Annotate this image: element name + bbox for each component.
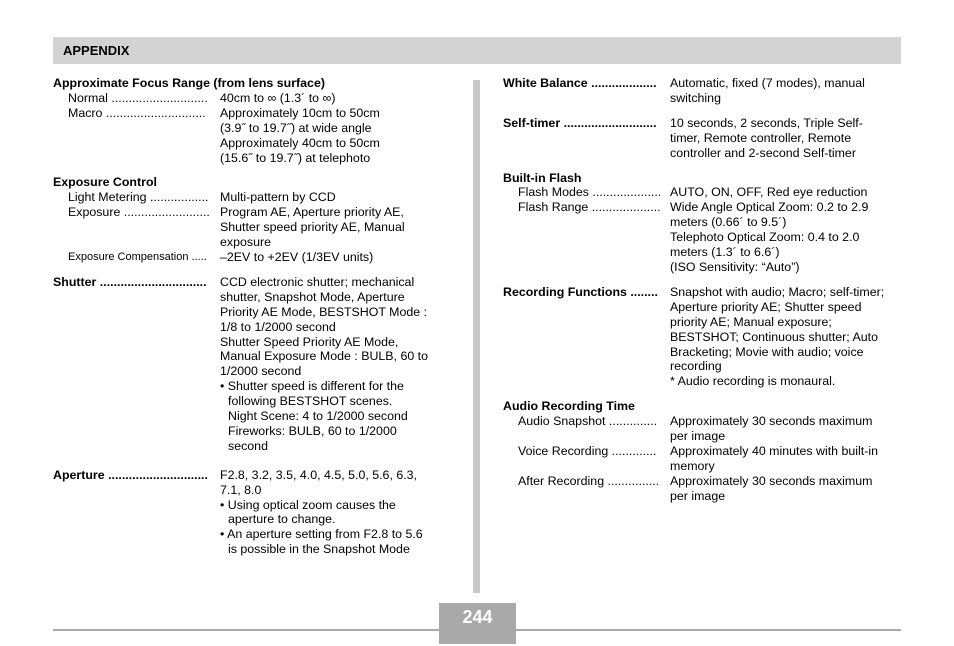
value-line: (ISO Sensitivity: “Auto”) xyxy=(670,259,800,274)
spec-label: Aperture ............................. xyxy=(53,467,208,482)
value-line: Telephoto Optical Zoom: 0.4 to 2.0 xyxy=(670,230,860,245)
spec-row-flash-range xyxy=(503,200,903,275)
value-line: timer, Remote controller, Remote xyxy=(670,130,852,145)
value-line: F2.8, 3.2, 3.5, 4.0, 4.5, 5.0, 5.6, 6.3, xyxy=(220,467,418,482)
spec-value xyxy=(670,285,903,389)
value-line: –2EV to +2EV (1/3EV units) xyxy=(220,249,374,264)
page-number: 244 xyxy=(439,603,516,631)
value-line: Approximately 40 minutes with built-in xyxy=(670,443,878,458)
spec-value xyxy=(220,468,453,557)
value-line: meters (1.3´ to 6.6´) xyxy=(670,245,780,260)
value-line: 7.1, 8.0 xyxy=(220,482,262,497)
spec-label: Audio Snapshot .............. xyxy=(518,414,658,429)
bullet-line: • An aperture setting from F2.8 to 5.6 xyxy=(220,527,423,542)
spec-label: Exposure Compensation ..... xyxy=(68,250,207,263)
spec-label: Recording Functions ........ xyxy=(503,284,658,299)
spec-label: White Balance ................... xyxy=(503,76,657,90)
built-in-flash-section xyxy=(503,171,903,275)
value-line: 1/8 to 1/2000 second xyxy=(220,319,336,334)
spec-row-flash-modes xyxy=(503,185,903,200)
value-line: priority AE; Manual exposure; xyxy=(670,314,832,329)
spec-row-after-recording xyxy=(503,474,903,504)
audio-recording-time-title: Audio Recording Time xyxy=(503,399,635,414)
value-line: CCD electronic shutter; mechanical xyxy=(220,274,415,289)
spec-value xyxy=(670,76,903,106)
bullet-line: • Using optical zoom causes the xyxy=(220,497,396,512)
spec-label: Normal ............................ xyxy=(68,90,208,105)
spec-label: Shutter ............................... xyxy=(53,274,207,289)
value-line: Multi-pattern by CCD xyxy=(220,190,336,205)
shutter-section xyxy=(53,275,453,454)
spec-value xyxy=(220,106,453,166)
spec-value xyxy=(220,205,453,250)
value-line: per image xyxy=(670,429,726,444)
value-line: 40cm to ∞ (1.3´ to ∞) xyxy=(220,90,336,105)
spec-row-audio-snapshot xyxy=(503,414,903,444)
aperture-section xyxy=(53,468,453,557)
value-line: 1/2000 second xyxy=(220,364,302,379)
value-line: meters (0.66´ to 9.5´) xyxy=(670,215,787,230)
recording-functions-section xyxy=(503,285,903,389)
white-balance-section xyxy=(503,76,903,106)
exposure-control-section xyxy=(53,175,453,264)
value-line: switching xyxy=(670,90,721,105)
value-line: controller and 2-second Self-timer xyxy=(670,145,856,160)
spec-value xyxy=(220,275,453,454)
spec-value xyxy=(670,444,903,474)
spec-label: Self-timer ........................... xyxy=(503,115,657,130)
value-line: Approximately 10cm to 50cm xyxy=(220,105,380,120)
left-column xyxy=(53,76,453,567)
spec-row-voice-recording xyxy=(503,444,903,474)
spec-label: Voice Recording ............. xyxy=(518,443,657,458)
value-line: Approximately 30 seconds maximum xyxy=(670,473,873,488)
spec-row-self-timer xyxy=(503,116,903,161)
value-line: Approximately 30 seconds maximum xyxy=(670,414,873,429)
spec-label: Macro ............................. xyxy=(68,105,206,120)
spec-value xyxy=(220,91,453,106)
bullet-continuation: Fireworks: BULB, 60 to 1/2000 xyxy=(228,423,397,438)
spec-row-macro xyxy=(53,106,453,166)
value-line: AUTO, ON, OFF, Red eye reduction xyxy=(670,185,868,200)
audio-recording-time-section xyxy=(503,399,903,503)
spec-value xyxy=(670,474,903,504)
header-bar xyxy=(53,37,901,64)
spec-label: After Recording ............... xyxy=(518,473,660,488)
right-column xyxy=(503,76,903,514)
spec-value xyxy=(670,116,903,161)
value-line: recording xyxy=(670,359,722,374)
spec-row-exposure xyxy=(53,205,453,250)
value-line: Aperture priority AE; Shutter speed xyxy=(670,299,862,314)
spec-row-white-balance xyxy=(503,76,903,106)
spec-row-normal xyxy=(53,91,453,106)
value-line: BESTSHOT; Continuous shutter; Auto xyxy=(670,329,878,344)
spec-value xyxy=(220,190,453,205)
spec-row-shutter xyxy=(53,275,453,454)
bullet-continuation: aperture to change. xyxy=(228,512,336,527)
spec-row-aperture xyxy=(53,468,453,557)
value-line: exposure xyxy=(220,235,271,250)
bullet-continuation: second xyxy=(228,438,268,453)
value-line: Program AE, Aperture priority AE, xyxy=(220,205,404,220)
bullet-line: • Shutter speed is different for the xyxy=(220,379,404,394)
focus-range-section xyxy=(53,76,453,165)
note-line: * Audio recording is monaural. xyxy=(670,374,836,389)
value-line: shutter, Snapshot Mode, Aperture xyxy=(220,289,405,304)
value-line: 10 seconds, 2 seconds, Triple Self- xyxy=(670,115,863,130)
value-line: Snapshot with audio; Macro; self-timer; xyxy=(670,284,885,299)
spec-label: Exposure ......................... xyxy=(68,205,210,220)
spec-row-recording-functions xyxy=(503,285,903,389)
spec-label: Flash Modes .................... xyxy=(518,185,662,200)
spec-value xyxy=(220,250,453,265)
spec-value xyxy=(670,200,903,275)
spec-row-exposure-compensation xyxy=(53,250,453,265)
value-line: (15.6˝ to 19.7˝) at telephoto xyxy=(220,150,371,165)
column-divider xyxy=(473,80,480,593)
bullet-continuation: following BESTSHOT scenes. xyxy=(228,394,393,409)
value-line: Approximately 40cm to 50cm xyxy=(220,135,380,150)
self-timer-section xyxy=(503,116,903,161)
value-line: Priority AE Mode, BESTSHOT Mode : xyxy=(220,304,428,319)
value-line: Shutter Speed Priority AE Mode, xyxy=(220,334,399,349)
value-line: per image xyxy=(670,488,726,503)
focus-range-title: Approximate Focus Range (from lens surface) xyxy=(53,76,325,90)
bullet-continuation: Night Scene: 4 to 1/2000 second xyxy=(228,409,408,424)
spec-label: Flash Range .................... xyxy=(518,200,661,215)
spec-label: Light Metering ................. xyxy=(68,190,209,205)
built-in-flash-title: Built-in Flash xyxy=(503,170,582,185)
spec-value xyxy=(670,185,903,200)
value-line: Automatic, fixed (7 modes), manual xyxy=(670,76,865,90)
spec-row-light-metering xyxy=(53,190,453,205)
bullet-continuation: is possible in the Snapshot Mode xyxy=(228,542,410,557)
value-line: Wide Angle Optical Zoom: 0.2 to 2.9 xyxy=(670,200,869,215)
spec-value xyxy=(670,414,903,444)
page-number-tab xyxy=(439,631,516,644)
exposure-control-title: Exposure Control xyxy=(53,175,157,190)
section-header-title: APPENDIX xyxy=(63,43,130,58)
value-line: Shutter speed priority AE, Manual xyxy=(220,220,405,235)
value-line: Manual Exposure Mode : BULB, 60 to xyxy=(220,349,429,364)
value-line: Bracketing; Movie with audio; voice xyxy=(670,344,864,359)
value-line: memory xyxy=(670,458,715,473)
value-line: (3.9˝ to 19.7˝) at wide angle xyxy=(220,120,372,135)
